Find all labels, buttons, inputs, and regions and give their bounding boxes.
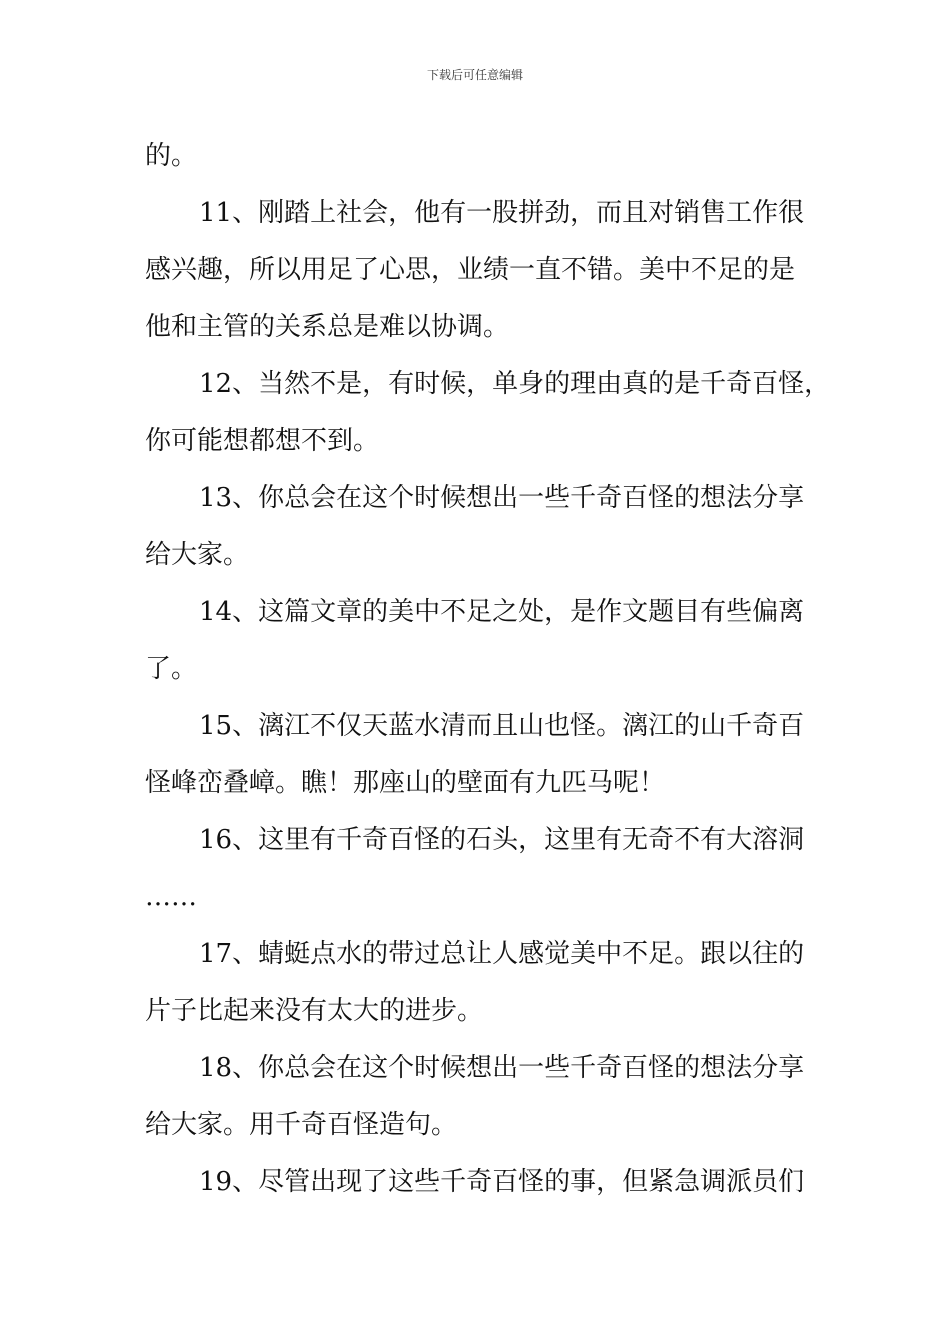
text-line: 了。 (145, 654, 198, 684)
text-line: 13、你总会在这个时候想出一些千奇百怪的想法分享 (199, 483, 805, 513)
text-line: 14、这篇文章的美中不足之处，是作文题目有些偏离 (199, 597, 805, 627)
text-line: 你可能想都想不到。 (145, 426, 380, 456)
text-line: 感兴趣，所以用足了心思，业绩一直不错。美中不足的是 (145, 255, 796, 285)
text-line: 给大家。用千奇百怪造句。 (145, 1110, 458, 1140)
page-header: 下载后可任意编辑 (426, 68, 523, 82)
text-line: 19、尽管出现了这些千奇百怪的事，但紧急调派员们 (199, 1167, 805, 1197)
text-line: 怪峰峦叠嶂。瞧！那座山的壁面有九匹马呢！ (145, 768, 666, 798)
document-body (145, 128, 831, 1211)
text-line: …… (145, 882, 197, 912)
text-line: 16、这里有千奇百怪的石头，这里有无奇不有大溶洞 (199, 825, 805, 855)
text-line: 11、刚踏上社会，他有一股拼劲，而且对销售工作很 (199, 198, 805, 228)
text-line: 12、当然不是，有时候，单身的理由真的是千奇百怪， (199, 369, 831, 399)
text-line: 18、你总会在这个时候想出一些千奇百怪的想法分享 (199, 1053, 805, 1083)
text-line: 片子比起来没有太大的进步。 (145, 996, 484, 1026)
text-line: 他和主管的关系总是难以协调。 (145, 312, 510, 342)
text-line: 17、蜻蜓点水的带过总让人感觉美中不足。跟以往的 (199, 939, 805, 969)
text-line: 15、漓江不仅天蓝水清而且山也怪。漓江的山千奇百 (199, 711, 805, 741)
text-line: 的。 (145, 141, 198, 171)
text-line: 给大家。 (145, 540, 250, 570)
